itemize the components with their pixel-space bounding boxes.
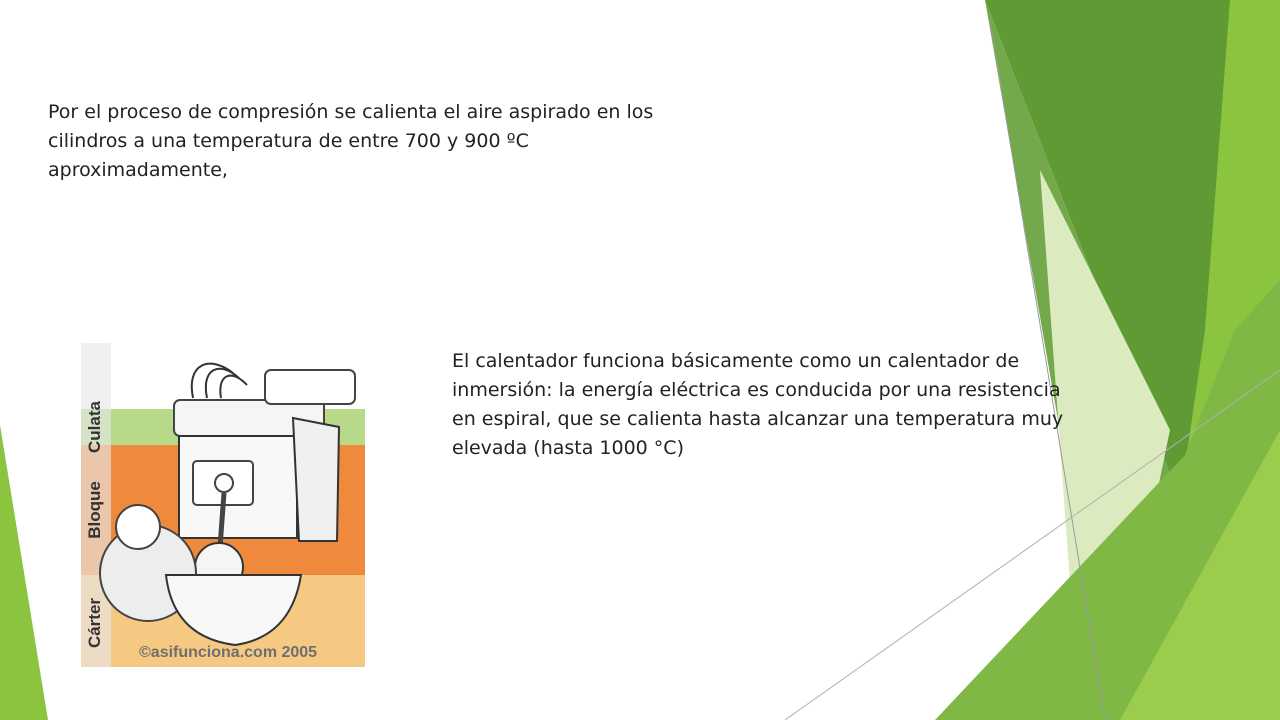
label-carter: Cárter [85, 597, 104, 649]
left-green-wedge [0, 425, 48, 720]
engine-diagram-image [81, 343, 365, 667]
top-paragraph: Por el proceso de compresión se calienta el aire aspirado en los cilindros a una temperatura de entre 700 y 900 ºC aproximadamente, [48, 101, 654, 181]
right-paragraph: El calentador funciona básicamente como un calentador de inmersión: la energía eléctrica es conducida por una resistencia en espiral, que se calienta hasta alcanzar una temperatura muy elevada (hasta 1000 °C) [452, 350, 1064, 459]
piston-pin [215, 474, 233, 492]
pulley [116, 505, 160, 549]
air-intake [265, 370, 355, 404]
copyright-watermark: ©asifunciona.com 2005 [139, 644, 318, 661]
label-bloque: Bloque [85, 481, 104, 539]
side-components [293, 418, 339, 541]
label-culata: Culata [85, 401, 104, 453]
